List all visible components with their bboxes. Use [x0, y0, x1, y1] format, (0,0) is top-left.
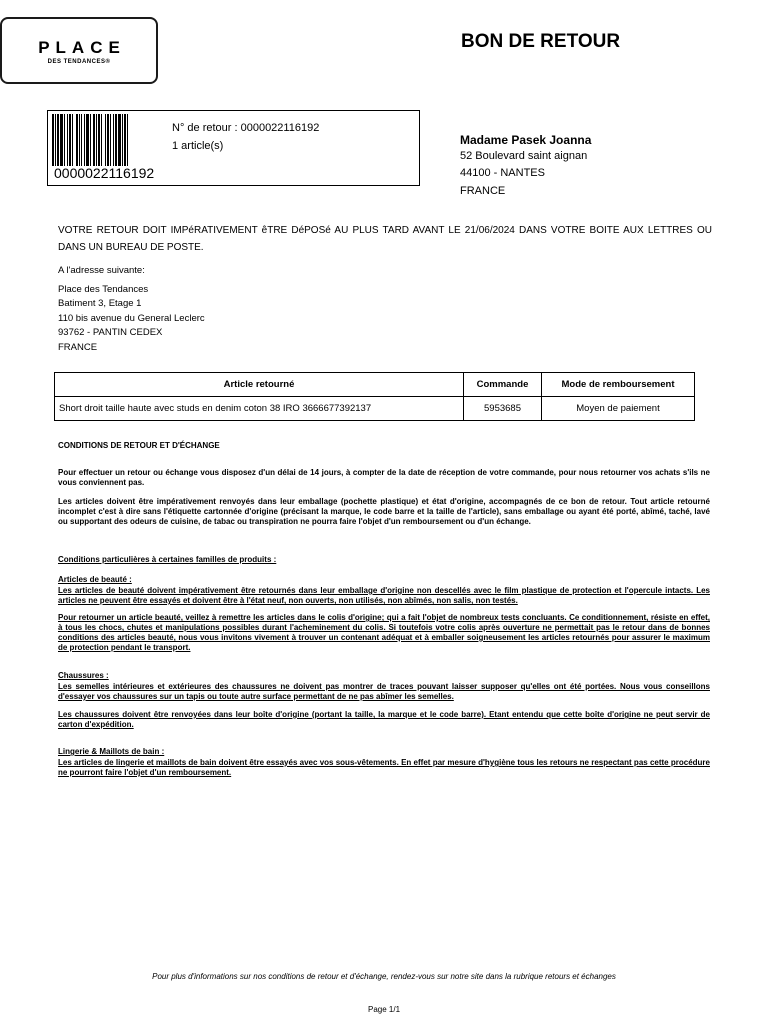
recipient-city: 44100 - NANTES	[460, 167, 545, 179]
conditions-paragraph: Les articles doivent être impérativement renvoyés dans leur emballage (pochette plastique) et état d'origine, accompagnés de ce bon de retour. Tout article retourné incomplet c'est à dire sans l'étiquette cartonnée d'origine (précisant la marque, le code barre et la taille de l'article), sans emballage ou ayant été porté, abîmé, taché, lavé ou supportant des odeurs de cuisine, de tabac ou transpiration ne pourra faire l'objet d'un remboursement ou d'un échange.	[58, 497, 710, 526]
lingerie-paragraph: Les articles de lingerie et maillots de bain doivent être essayés avec vos sous-vêtements. En effet par mesure d'hygiène tous les retours ne respectant pas cette procédure ne pourront faire l'objet d'un remboursement.	[58, 758, 710, 777]
column-header-refund-mode: Mode de remboursement	[542, 373, 695, 397]
recipient-name: Madame Pasek Joanna	[460, 133, 592, 147]
return-address-line: Place des Tendances	[58, 283, 149, 295]
page-number: Page 1/1	[367, 1005, 401, 1014]
document-title: BON DE RETOUR	[461, 31, 621, 52]
shoes-paragraph: Les chaussures doivent être renvoyées dans leur boîte d'origine (portant la taille, la marque et le code barre). Etant entendu que cette boîte d'origine ne peut servir de carton d'expédition.	[58, 710, 710, 729]
particular-conditions-title: Conditions particulières à certaines familles de produits :	[58, 555, 277, 564]
return-address-line: FRANCE	[58, 341, 98, 353]
column-header-article: Article retourné	[55, 373, 464, 397]
cell-refund-mode: Moyen de paiement	[542, 397, 695, 421]
table-row	[55, 397, 695, 421]
logo-wordmark: PLACE	[38, 38, 126, 57]
recipient-country: FRANCE	[460, 185, 506, 197]
beauty-title: Articles de beauté :	[58, 575, 132, 584]
beauty-paragraph: Pour retourner un article beauté, veillez à remettre les articles dans le colis d'origine; qui a fait l'objet de nombreux tests concluants. Ce conditionnement, résiste en effet, à tous les chocs, chutes et manipulations possibles durant l'acheminement du colis. Si toutefois votre colis après ouverture ne permettait pas le retour dans de bonnes conditions des articles beauté, nous vous invitons vivement à trouver un contenant adéquat et à emballer soigneusement les articles retournés pour assurer le maximum de protection pendant le transport.	[58, 613, 710, 652]
return-number: N° de retour : 0000022116192	[172, 122, 320, 134]
shoes-paragraph: Les semelles intérieures et extérieures des chaussures ne doivent pas montrer de traces pouvant laisser supposer qu'elles ont été portées. Nous vous conseillons d'essayer vos chaussures sur un tapis ou toute autre surface permettant de ne pas abîmer les semelles.	[58, 682, 710, 701]
return-address-intro: A l'adresse suivante:	[58, 265, 145, 276]
cell-order: 5953685	[464, 397, 542, 421]
barcode-icon	[52, 114, 164, 166]
table-header-row	[55, 373, 695, 397]
barcode-number: 0000022116192	[54, 165, 155, 181]
brand-logo	[0, 17, 158, 84]
deadline-notice: VOTRE RETOUR DOIT IMPéRATIVEMENT êTRE DéPOSé AU PLUS TARD AVANT LE 21/06/2024 DANS VOTRE BOITE AUX LETTRES OU DANS UN BUREAU DE POSTE.	[58, 225, 712, 253]
return-address-line: Batiment 3, Etage 1	[58, 298, 142, 309]
conditions-title: CONDITIONS DE RETOUR ET D'ÉCHANGE	[58, 441, 220, 450]
lingerie-title: Lingerie & Maillots de bain :	[58, 747, 165, 756]
recipient-street: 52 Boulevard saint aignan	[460, 150, 588, 162]
conditions-paragraph: Pour effectuer un retour ou échange vous disposez d'un délai de 14 jours, à compter de la date de réception de votre commande, pour nous retourner vos achats s'ils ne vous conviennent pas.	[58, 468, 710, 487]
shoes-title: Chaussures :	[58, 671, 109, 680]
column-header-order: Commande	[464, 373, 542, 397]
beauty-paragraph: Les articles de beauté doivent impérativement être retournés dans leur emballage d'origine non descellés avec le film plastique de protection et l'opercule intacts. Les articles ne peuvent être essayés et doivent être à l'état neuf, non ouverts, non utilisés, non abîmés, non salis, non testés.	[58, 586, 710, 605]
footer-info: Pour plus d'informations sur nos conditions de retour et d'échange, rendez-vous sur notre site dans la rubrique retours et échanges	[152, 972, 616, 981]
article-count: 1 article(s)	[172, 140, 224, 152]
return-address	[58, 264, 205, 355]
returned-items-table	[54, 372, 695, 421]
logo-tagline: DES TENDANCES®	[47, 59, 111, 65]
return-address-line: 93762 - PANTIN CEDEX	[58, 327, 163, 338]
cell-article: Short droit taille haute avec studs en denim coton 38 IRO 3666677392137	[55, 397, 464, 421]
return-address-line: 110 bis avenue du General Leclerc	[58, 312, 205, 324]
